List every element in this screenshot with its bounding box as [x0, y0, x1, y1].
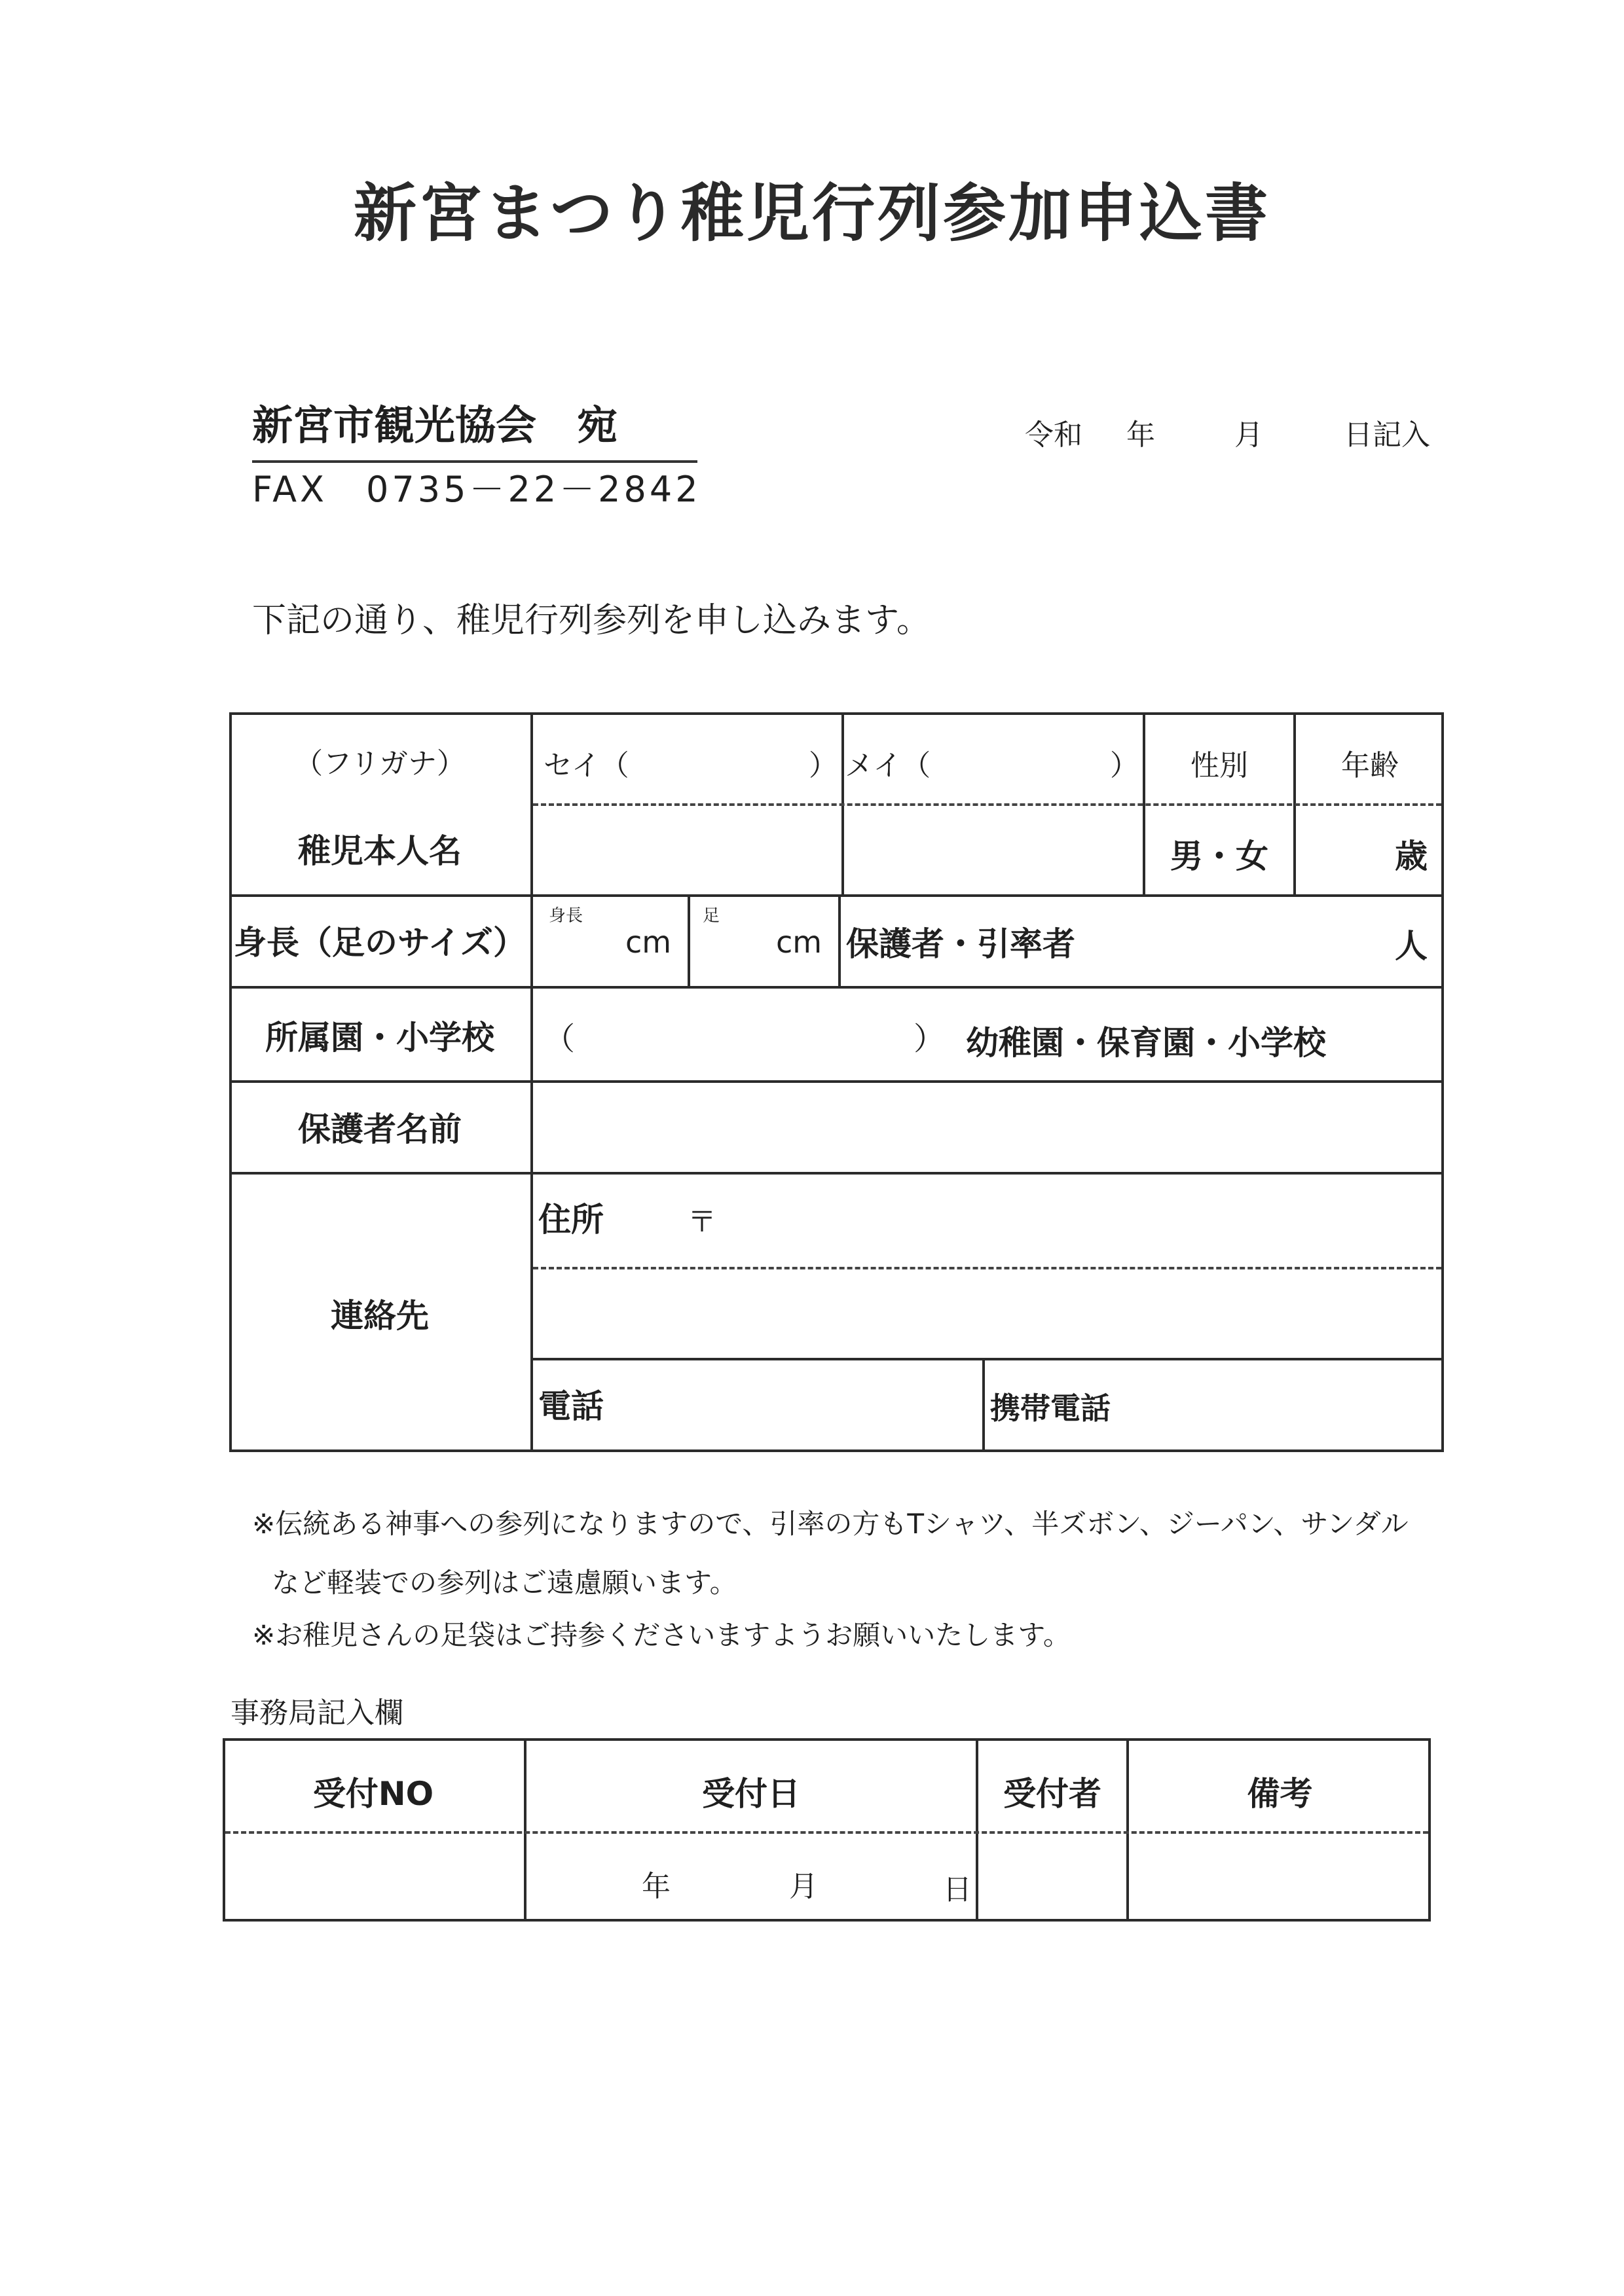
mei-name-field[interactable] [849, 812, 1137, 887]
height-label: 身長（足のサイズ） [234, 924, 526, 962]
age-unit: 歳 [1395, 837, 1428, 875]
note-line-1: ※伝統ある神事への参列になりますので、引率の方もTシャツ、半ズボン、ジーパン、サンダル [252, 1508, 1409, 1540]
date-day: 日記入 [1344, 418, 1430, 452]
school-paren-close: ） [913, 1021, 946, 1057]
receiver-label: 受付者 [1003, 1775, 1101, 1813]
age-label: 年齢 [1341, 749, 1399, 782]
foot-cm-unit: cm [776, 924, 822, 960]
receipt-month-unit: 月 [789, 1870, 818, 1903]
school-paren-open: （ [544, 1021, 576, 1057]
phone-label: 電話 [538, 1387, 604, 1425]
guardian-name-label: 保護者名前 [298, 1110, 462, 1148]
gender-options[interactable]: 男・女 [1170, 837, 1268, 875]
date-year: 年 [1126, 418, 1155, 452]
height-small-label: 身長 [549, 906, 583, 926]
note-line-2: など軽装での参列はご遠慮願います。 [272, 1567, 737, 1599]
people-unit: 人 [1395, 927, 1428, 965]
receipt-date-label: 受付日 [702, 1775, 800, 1813]
date-month: 月 [1234, 418, 1263, 452]
gender-label: 性別 [1190, 749, 1248, 782]
receipt-no-label: 受付NO [312, 1775, 434, 1813]
mobile-field[interactable] [1139, 1365, 1441, 1447]
date-era: 令和 [1025, 418, 1082, 452]
phone-field[interactable] [622, 1365, 976, 1447]
child-name-label: 稚児本人名 [298, 832, 462, 870]
sei-paren-close: ） [809, 749, 838, 782]
note-line-3: ※お稚児さんの足袋はご持参くださいますようお願いいたします。 [252, 1619, 1071, 1651]
addressee: 新宮市観光協会 宛 [252, 393, 697, 463]
receipt-day-unit: 日 [943, 1873, 972, 1906]
fax-number: FAX 0735－22－2842 [252, 469, 701, 510]
remarks-label: 備考 [1247, 1775, 1313, 1813]
guardian-name-field[interactable] [538, 1087, 1439, 1165]
school-label: 所属園・小学校 [265, 1019, 494, 1057]
school-name-field[interactable] [576, 995, 904, 1074]
address-field-line1[interactable] [727, 1182, 1441, 1264]
address-label: 住所 [538, 1201, 604, 1239]
sei-label: セイ（ [544, 749, 629, 782]
school-type-options[interactable]: 幼稚園・保育園・小学校 [966, 1024, 1326, 1062]
mei-paren-close: ） [1110, 749, 1139, 782]
guardian-escort-label: 保護者・引率者 [846, 925, 1075, 963]
sei-name-field[interactable] [538, 812, 836, 887]
mei-label: メイ（ [845, 749, 931, 782]
postal-mark: 〒 [688, 1205, 716, 1239]
office-caption: 事務局記入欄 [231, 1696, 403, 1730]
page-title: 新宮まつり稚児行列参加申込書 [354, 177, 1270, 250]
receipt-year-unit: 年 [642, 1870, 671, 1903]
address-field-line2[interactable] [538, 1273, 1439, 1353]
contact-label: 連絡先 [331, 1297, 429, 1335]
intro-text: 下記の通り、稚児行列参列を申し込みます。 [252, 601, 931, 640]
furigana-label: （フリガナ） [294, 747, 466, 780]
height-cm-unit: cm [625, 924, 672, 960]
mobile-label: 携帯電話 [990, 1391, 1111, 1426]
foot-small-label: 足 [703, 906, 720, 926]
